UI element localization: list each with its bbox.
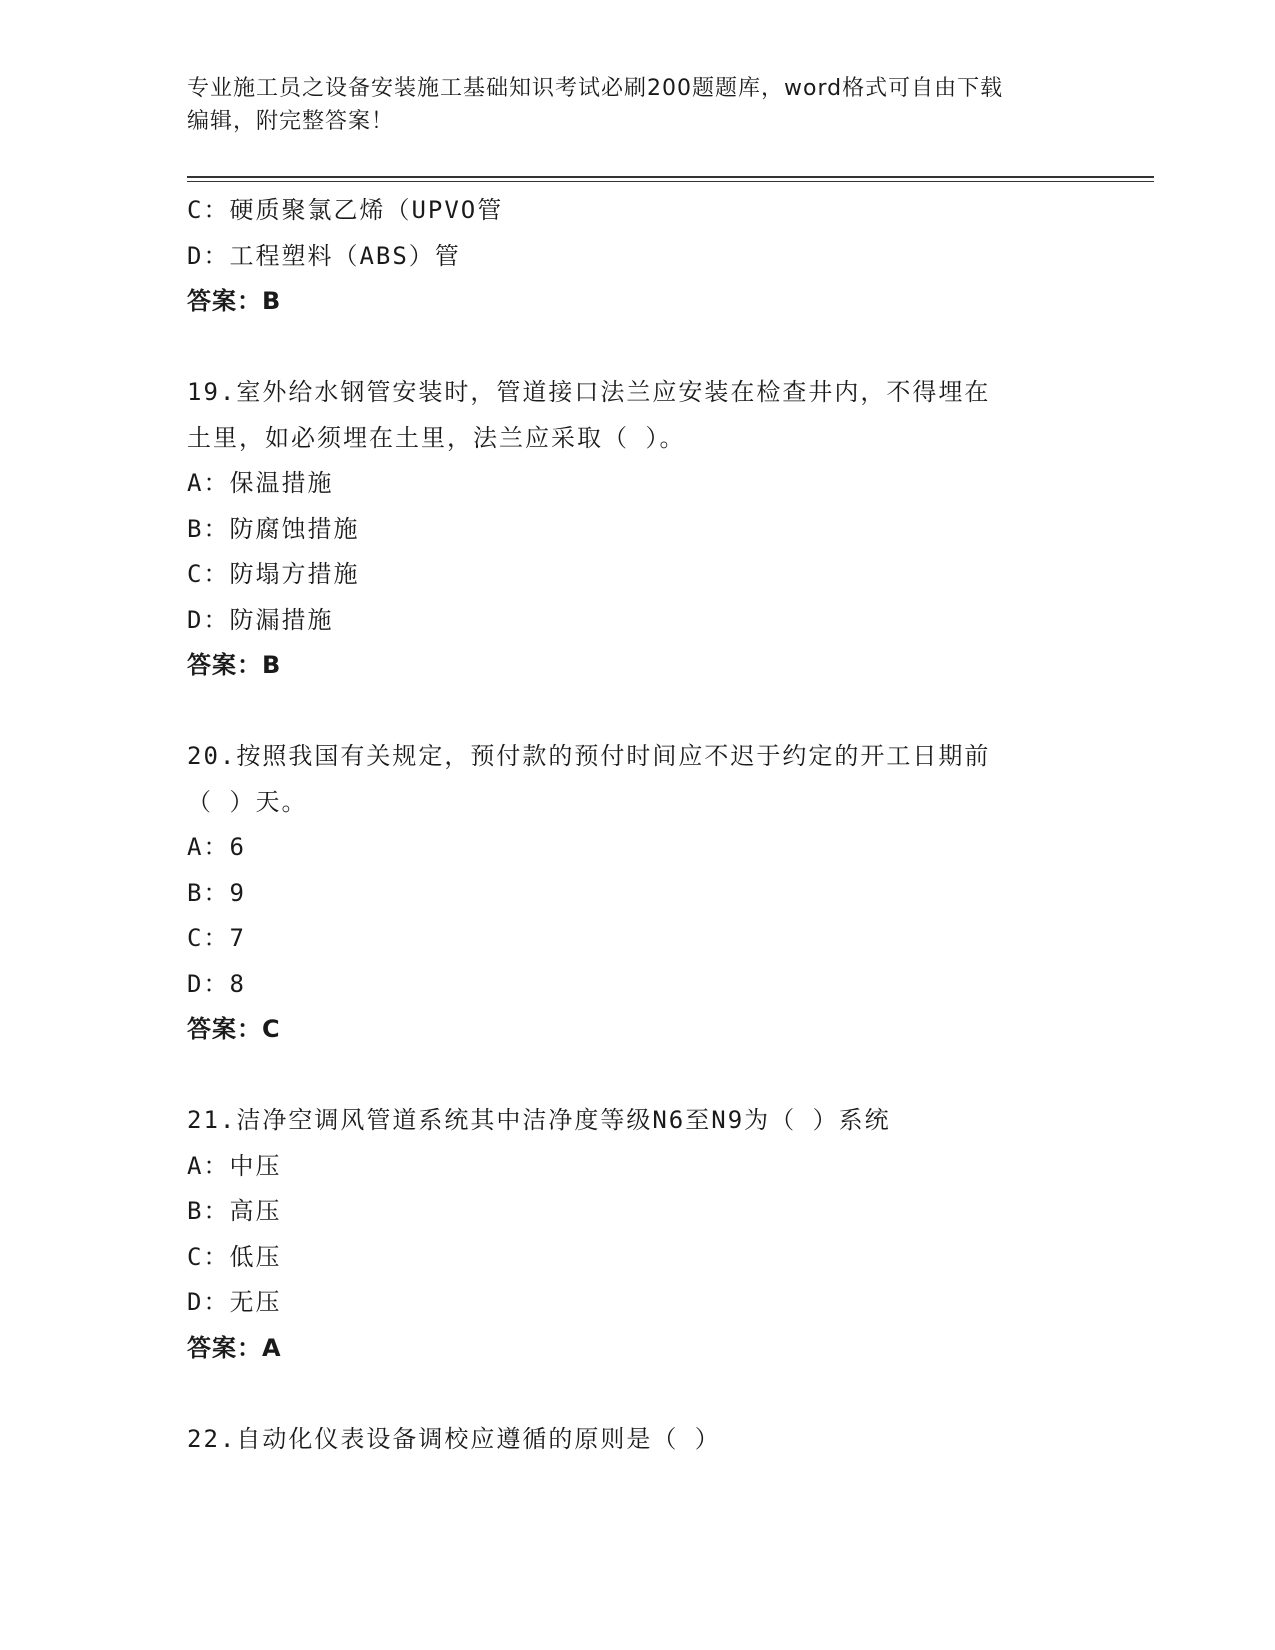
answer-line: 答案：B <box>187 651 282 679</box>
question-22 <box>187 1417 1137 1463</box>
question-spacer <box>187 689 1137 735</box>
option-d: D：8 <box>187 969 246 998</box>
question-spacer <box>187 325 1137 371</box>
question-stem-line: （ ）天。 <box>187 787 308 816</box>
header-divider-thin <box>187 181 1154 182</box>
answer-line: 答案：B <box>187 287 282 315</box>
document-header <box>187 72 1087 138</box>
question-19 <box>187 370 1137 689</box>
option-a: A：6 <box>187 833 246 861</box>
option-d: D：无压 <box>187 1288 282 1316</box>
option-c: C：硬质聚氯乙烯（UPVO管 <box>187 196 504 224</box>
question-list <box>187 188 1137 1462</box>
question-stem-line: 21.洁净空调风管道系统其中洁净度等级N6至N9为（ ）系统 <box>187 1106 891 1134</box>
option-b: B：高压 <box>187 1197 282 1225</box>
question-spacer <box>187 1053 1137 1099</box>
question-21 <box>187 1098 1137 1371</box>
option-b: B：防腐蚀措施 <box>187 514 360 543</box>
header-title-line-2: 编辑，附完整答案！ <box>187 109 395 134</box>
answer-line: 答案：A <box>187 1333 282 1362</box>
question-18-continuation <box>187 188 1137 325</box>
header-title-line-1: 专业施工员之设备安装施工基础知识考试必刷200题题库，word格式可自由下载 <box>187 76 1004 101</box>
answer-line: 答案：C <box>187 1015 281 1043</box>
option-d: D：工程塑料（ABS）管 <box>187 241 461 270</box>
question-stem-line: 22.自动化仪表设备调校应遵循的原则是（ ） <box>187 1424 721 1453</box>
question-20 <box>187 734 1137 1053</box>
option-c: C：7 <box>187 924 246 952</box>
option-c: C：低压 <box>187 1242 282 1271</box>
option-a: A：中压 <box>187 1151 282 1180</box>
question-stem-line: 19.室外给水钢管安装时，管道接口法兰应安装在检查井内，不得埋在 <box>187 378 991 406</box>
question-stem-line: 土里，如必须埋在土里，法兰应采取（ ）。 <box>187 423 686 452</box>
option-a: A：保温措施 <box>187 469 334 497</box>
option-d: D：防漏措施 <box>187 605 334 634</box>
option-b: B：9 <box>187 878 246 907</box>
header-divider-thick <box>187 176 1154 178</box>
question-stem-line: 20.按照我国有关规定，预付款的预付时间应不迟于约定的开工日期前 <box>187 742 991 770</box>
question-spacer <box>187 1371 1137 1417</box>
option-c: C：防塌方措施 <box>187 560 360 588</box>
